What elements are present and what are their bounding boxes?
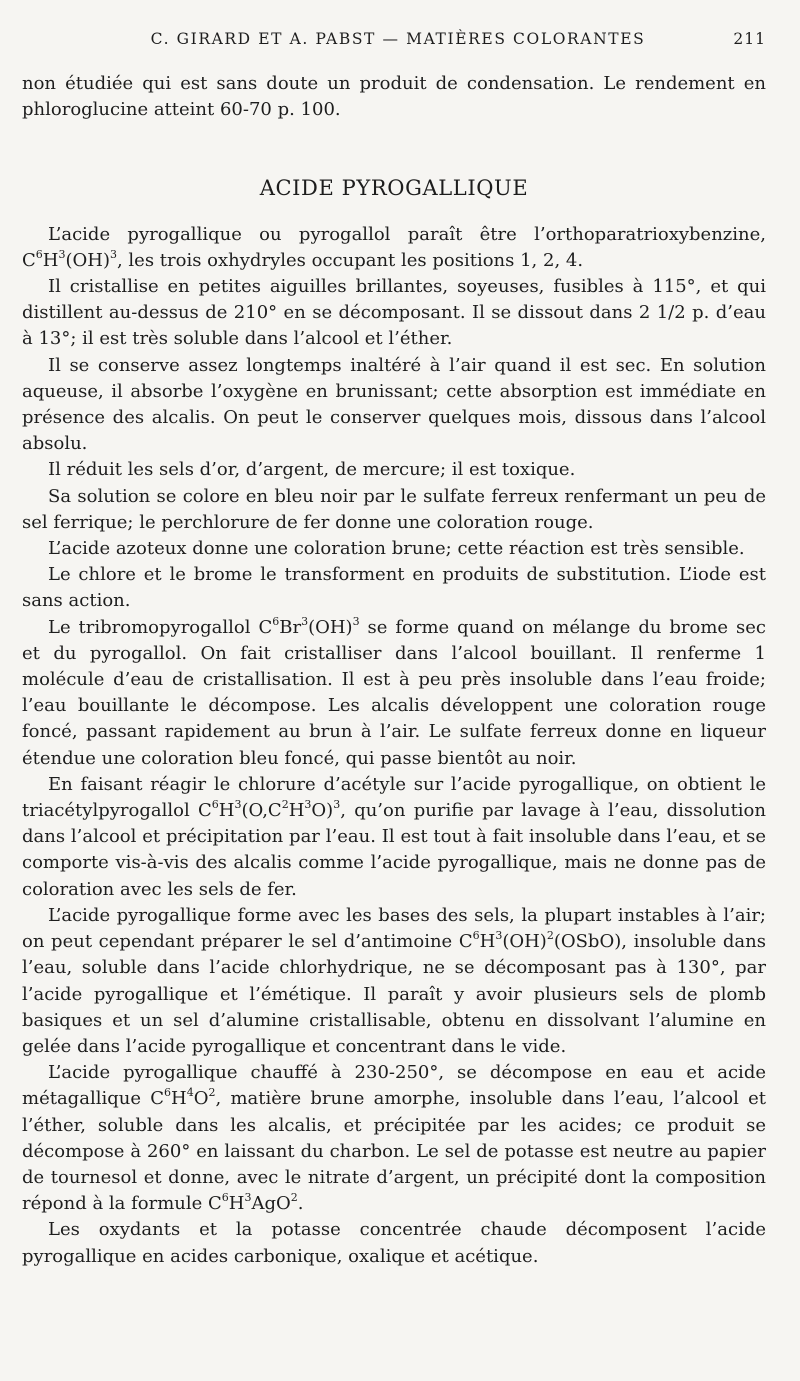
paragraph-tribromopyrogallol: Le tribromopyrogallol $C^6Br^3(OH)^3$ se forme quand on mélange du brome sec et du pyrogallol. On fait cristalliser dans l’alcool bouillant. Il renferme 1 molécule d’eau de cristallisation. Il est à peu près insoluble dans l’eau froide; l’eau bouillante le décompose. Les alcalis développent une coloration rouge foncé, passant rapidement au brun à l’air. Le sulfate ferreux donne en liqueur étendue une coloration bleu foncé, qui passe bientôt au noir. (22, 614, 766, 769)
paragraph-crystallization: Il cristallise en petites aiguilles brillantes, soyeuses, fusibles à 115°, et qui distillent au-dessus de 210° en se décomposant. Il se dissout dans 2 1/2 p. d’eau à 13°; il est très soluble dans l’alcool et l’éther. (22, 276, 766, 350)
paragraph-oxidation: Les oxydants et la potasse concentrée chaude décomposent l’acide pyrogallique en acides carbonique, oxalique et acétique. (22, 1219, 766, 1267)
paragraph-salts: L’acide pyrogallique forme avec les bases des sels, la plupart instables à l’air; on peut cependant préparer le sel d’antimoine $C^6H^3(OH)^2(OSbO)$, insoluble dans l’eau, soluble dans l’acide chlorhydrique, ne se décomposant pas à 130°, par l’acide pyrogallique et l’émétique. Il paraît y avoir plusieurs sels de plomb basiques et un sel d’alumine cristallisable, obtenu en dissolvant l’alumine en gelée dans l’acide pyrogallique et concentrant dans le vide. (22, 904, 766, 1057)
section-title: ACIDE PYROGALLIQUE (259, 176, 529, 201)
paragraph-nitrous-acid: L’acide azoteux donne une coloration brune; cette réaction est très sensible. (48, 538, 745, 560)
paragraph-triacetylpyrogallol: En faisant réagir le chlorure d’acétyle sur l’acide pyrogallique, on obtient le triacétylpyrogallol $C^6H^3(O,C^2H^3O)^3$, qu’on purifie par lavage à l’eau, dissolution dans l’alcool et précipitation par l’eau. Il est tout à fait insoluble dans l’eau, et se comporte vis-à-vis des alcalis comme l’acide pyrogallique, mais ne donne pas de coloration avec les sels de fer. (22, 773, 766, 900)
page-number: 211 (733, 30, 766, 48)
paragraph-metagallic-acid: L’acide pyrogallique chauffé à 230-250°, se décompose en eau et acide métagallique $C^6H^4O^2$, matière brune amorphe, insoluble dans l’eau, l’alcool et l’éther, soluble dans les alcalis, et précipitée par les acides; ce produit se décompose à 260° en laissant du charbon. Le sel de potasse est neutre au papier de tournesol et donne, avec le nitrate d’argent, un précipité dont la composition répond à la formule $C^6H^3AgO^2$. (22, 1062, 766, 1215)
paragraph-conservation: Il se conserve assez longtemps inaltéré à l’air quand il est sec. En solution aqueuse, il absorbe l’oxygène en brunissant; cette absorption est immédiate en présence des alcalis. On peut le conserver quelques mois, dissous dans l’alcool absolu. (22, 354, 766, 455)
paragraph-reduction: Il réduit les sels d’or, d’argent, de mercure; il est toxique. (48, 459, 576, 481)
body-text (22, 71, 766, 1270)
paragraph-halogens: Le chlore et le brome le transforment en produits de substitution. L’iode est sans action. (22, 564, 766, 612)
paragraph-coloration: Sa solution se colore en bleu noir par le sulfate ferreux renfermant un peu de sel ferrique; le perchlorure de fer donne une coloration rouge. (22, 485, 766, 533)
running-header: C. GIRARD ET A. PABST — MATIÈRES COLORANTES (150, 30, 646, 48)
paragraph-definition: L’acide pyrogallique ou pyrogallol paraît être l’orthoparatrioxybenzine, $C^6H^3(OH)^3$, les trois oxhydryles occupant les positions 1, 2, 4. (22, 223, 766, 271)
paragraph-continuation: non étudiée qui est sans doute un produit de condensation. Le rendement en phloroglucine atteint 60-70 p. 100. (22, 73, 766, 121)
